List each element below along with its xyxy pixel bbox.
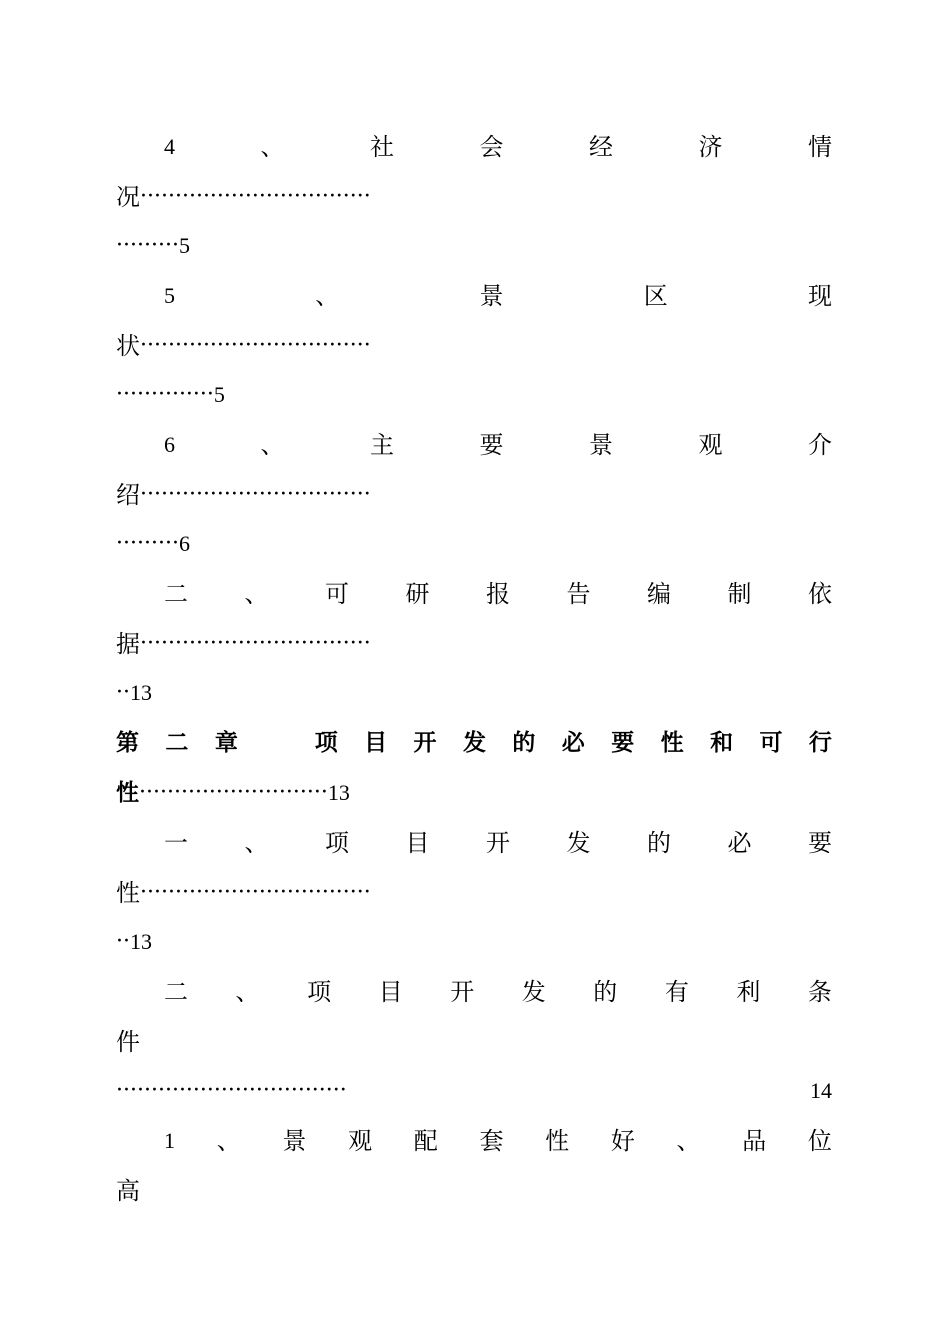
toc-text: 状: [116, 332, 140, 360]
toc-chapter-heading: [116, 726, 832, 760]
toc-char: 、: [315, 282, 340, 310]
toc-char: 5: [164, 283, 175, 308]
toc-char: 情: [808, 133, 832, 161]
dot-leader: ·································: [140, 184, 371, 209]
toc-char: 开: [450, 978, 475, 1006]
toc-char: 、: [244, 580, 269, 608]
toc-text: 况: [116, 183, 140, 211]
toc-char: 发: [566, 829, 591, 857]
toc-char: 条: [807, 978, 832, 1006]
toc-char: 要: [808, 829, 832, 857]
toc-char: 二: [165, 730, 189, 756]
toc-char: 目: [378, 978, 403, 1006]
toc-char: 的: [593, 978, 618, 1006]
toc-char: 必: [727, 829, 752, 857]
toc-entry-page: [116, 676, 832, 710]
toc-char: 主: [370, 431, 394, 459]
toc-char: 景: [589, 431, 613, 459]
toc-char: 和: [710, 730, 734, 756]
toc-entry-page: [116, 1074, 832, 1108]
toc-char: 4: [164, 134, 175, 159]
toc-char: 必: [561, 730, 585, 756]
dot-leader: ·································: [140, 631, 371, 656]
toc-text: 高: [116, 1177, 140, 1205]
toc-char: 观: [698, 431, 723, 459]
toc-entry-heading: [164, 1124, 832, 1158]
toc-char: 制: [727, 580, 752, 608]
toc-entry-leader: [116, 1025, 832, 1059]
toc-char: 编: [647, 580, 671, 608]
toc-char: 开: [413, 730, 437, 756]
toc-char: 、: [244, 829, 269, 857]
toc-char: 景: [282, 1127, 307, 1155]
toc-char: 、: [260, 133, 285, 161]
dot-leader: ·································: [140, 333, 371, 358]
page-number: 5: [178, 233, 190, 258]
toc-char: 报: [486, 580, 510, 608]
toc-entry-leader: [116, 876, 832, 910]
toc-char: 品: [742, 1127, 767, 1155]
toc-char: 利: [736, 978, 761, 1006]
toc-char: 景: [479, 282, 504, 310]
toc-char: 目: [405, 829, 430, 857]
toc-char: 项: [314, 730, 338, 756]
toc-char: 要: [479, 431, 504, 459]
toc-entry-leader: [116, 329, 832, 363]
toc-entry-page: [116, 378, 832, 412]
toc-char: 、: [216, 1127, 241, 1155]
toc-char: 好: [610, 1127, 635, 1155]
toc-char: 的: [647, 829, 671, 857]
toc-char: 性: [545, 1127, 570, 1155]
toc-entry-page: [116, 229, 832, 263]
toc-char: 区: [643, 282, 668, 310]
dot-leader: ·································: [140, 880, 371, 905]
toc-entry-heading: [164, 279, 832, 313]
toc-char: 可: [325, 580, 349, 608]
toc-text: 据: [116, 630, 140, 658]
toc-char: 的: [512, 730, 536, 756]
page-number: 13: [130, 680, 152, 705]
toc-text: 性: [116, 780, 139, 806]
toc-char: 有: [664, 978, 689, 1006]
toc-char: 、: [676, 1127, 701, 1155]
toc-char: 经: [589, 133, 613, 161]
dot-leader: ·········: [116, 233, 179, 258]
toc-char: 开: [486, 829, 510, 857]
toc-char: 、: [235, 978, 260, 1006]
toc-char: 项: [325, 829, 349, 857]
page-number: 6: [178, 531, 190, 556]
toc-char: 1: [164, 1128, 175, 1153]
toc-char: 一: [164, 829, 188, 857]
dot-leader: ·································: [116, 1078, 347, 1103]
dot-leader: ··············: [116, 382, 214, 407]
toc-char: 社: [370, 133, 394, 161]
dot-leader: ·································: [140, 482, 371, 507]
toc-entry-leader: [116, 776, 832, 810]
toc-entry-heading: [164, 428, 832, 462]
dot-leader: ··: [116, 929, 130, 954]
toc-char: 6: [164, 432, 175, 457]
toc-char: 发: [521, 978, 546, 1006]
toc-char: 目: [364, 730, 388, 756]
toc-entry-heading: [164, 826, 832, 860]
toc-char: 位: [807, 1127, 832, 1155]
toc-char: 二: [164, 978, 188, 1006]
toc-char: 观: [348, 1127, 373, 1155]
toc-char: 现: [808, 282, 832, 310]
page-number: 5: [213, 382, 225, 407]
dot-leader: ··: [116, 680, 130, 705]
toc-char: 告: [566, 580, 591, 608]
toc-char: 发: [462, 730, 486, 756]
toc-char: 性: [660, 730, 684, 756]
toc-char: 二: [164, 580, 188, 608]
toc-entry-page: [116, 925, 832, 959]
page-number: 13: [130, 929, 152, 954]
toc-char: 章: [214, 730, 238, 756]
toc-char: 套: [479, 1127, 504, 1155]
toc-entry-leader: [116, 1174, 832, 1208]
toc-char: 要: [611, 730, 635, 756]
toc-entry-heading: [164, 975, 832, 1009]
toc-entry-heading: [164, 577, 832, 611]
toc-char: 第: [116, 730, 139, 756]
dot-leader: ·········: [116, 531, 179, 556]
toc-text: 绍: [116, 481, 140, 509]
toc-char: 介: [808, 431, 832, 459]
toc-entry-page: [116, 527, 832, 561]
toc-char: 行: [808, 730, 832, 756]
toc-entry-leader: [116, 180, 832, 214]
toc-char: 依: [808, 580, 832, 608]
toc-char: 配: [413, 1127, 438, 1155]
toc-text: 件: [116, 1028, 140, 1056]
toc-char: 会: [479, 133, 504, 161]
dot-leader: ···························: [139, 780, 328, 805]
toc-entry-heading: [164, 130, 832, 164]
page-number: 13: [327, 780, 350, 805]
toc-entry-leader: [116, 627, 832, 661]
toc-char: 研: [405, 580, 430, 608]
toc-char: 项: [307, 978, 332, 1006]
toc-text: 性: [116, 879, 140, 907]
toc-char: 济: [698, 133, 723, 161]
toc-char: 、: [260, 431, 285, 459]
page-number: 14: [810, 1078, 832, 1103]
toc-entry-leader: [116, 478, 832, 512]
toc-char: 可: [759, 730, 783, 756]
